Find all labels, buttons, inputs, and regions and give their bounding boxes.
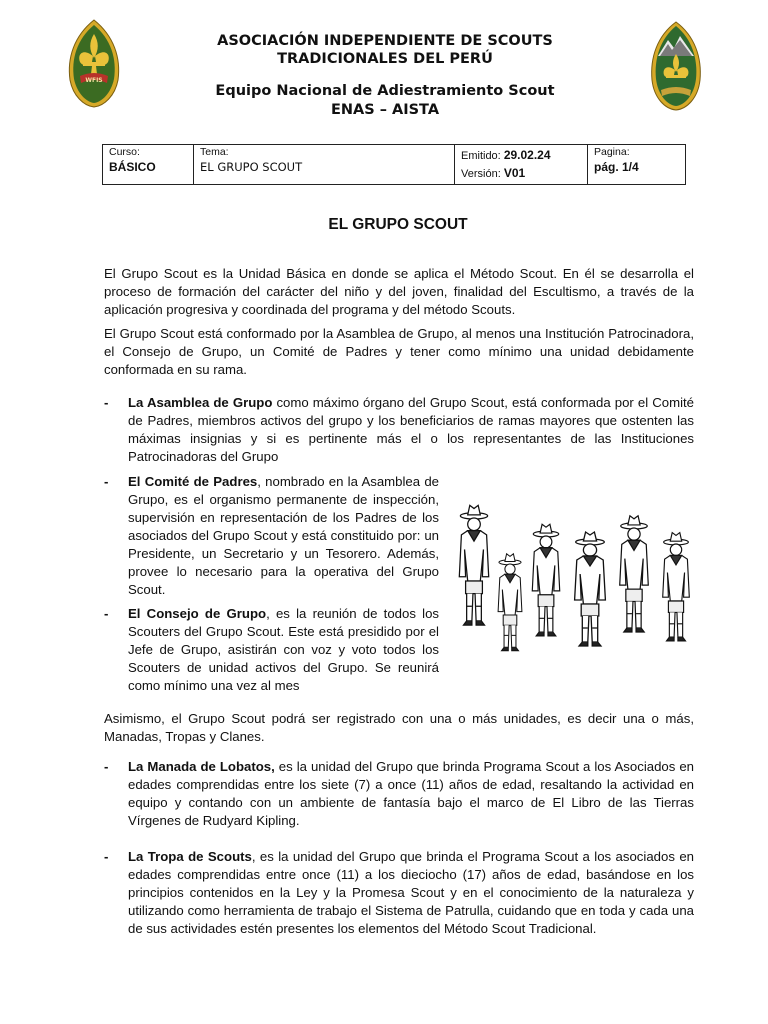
org-line-2: TRADICIONALES DEL PERÚ [277, 51, 493, 67]
tema-value: EL GRUPO SCOUT [200, 160, 303, 174]
tema-label: Tema: [200, 146, 229, 158]
bullet-dash: - [104, 849, 109, 864]
bullet-term: El Comité de Padres [128, 474, 258, 489]
bullet-text: , nombrado en la Asamblea de Grupo, es el organismo permanente de inspección, supervisión en representación de los Padres de los asociados del Grupo Scout y está constituido por: un Presidente, un Secretario y un Tesorero. Además, provee lo necesario para la operativa del Grupo Scout. [128, 474, 439, 597]
version-value: V01 [503, 166, 526, 180]
emitido-value: 29.02.24 [503, 148, 551, 162]
pagina-value: pág. 1/4 [594, 160, 639, 174]
bullet-term: El Consejo de Grupo [128, 606, 267, 621]
team-line-2: ENAS – AISTA [330, 102, 440, 118]
bullet-dash: - [104, 606, 109, 621]
bullet-text: es la unidad del Grupo que brinda Programa Scout a los Asociados en edades comprendidas entre los siete (7) a once (11) años de edad, resaltando la actividad en equipo y contando con un ambiente de fantasía bajo el marco de El Libro de las Tierras Vírgenes de Rudyard Kipling. [128, 759, 695, 828]
bullet-text: , es la unidad del Grupo que brinda el Programa Scout a los asociados en edades comprendidas entre once (11) a los dieciocho (17) años de edad, basándose en los principios contenidos en la Ley y la Promesa Scout y en el conocimiento de la naturaleza y utilizando como herramienta de trabajo el Sistema de Patrulla, cuidando que en toda y cada una de sus actividades estén presentes los elementos del Método Scout Tradicional. [128, 849, 694, 936]
tema-cell [194, 145, 455, 185]
team-line-1: Equipo Nacional de Adiestramiento Scout [215, 83, 555, 99]
curso-value: BÁSICO [109, 160, 156, 174]
organization-name [150, 32, 620, 68]
bullet-dash: - [104, 474, 109, 489]
bullet-dash: - [104, 759, 109, 774]
paragraph-composition: El Grupo Scout está conformado por la Asamblea de Grupo, al menos una Institución Patrocinadora, el Consejo de Grupo, un Comité de Padres y tener como mínimo una unidad debidamente conformada en su rama. [104, 326, 694, 377]
bullet-term: La Asamblea de Grupo [128, 395, 273, 410]
bullet-text: como máximo órgano del Grupo Scout, está conformada por el Comité de Padres, miembros activos del grupo y los beneficiarios de ramas mayores que ostenten las máximas insignias y si es pertinente más el o los representantes de las Instituciones Patrocinadoras del Grupo [128, 395, 694, 464]
document-meta-table [102, 144, 686, 185]
curso-label: Curso: [109, 146, 140, 158]
bullet-text: , es la reunión de todos los Scouters del Grupo Scout. Este está presidido por el Jefe de Grupo, asistirán con voz y voto todos los Scouters de unidad activos del Grupo. Se reunirá como mínimo una vez al mes [128, 606, 439, 693]
scouts-group-illustration-icon [448, 492, 704, 688]
mountain-fleur-de-lis-badge-icon [648, 20, 704, 112]
team-name [150, 82, 620, 120]
pagina-cell [588, 145, 686, 185]
paragraph-intro: El Grupo Scout es la Unidad Básica en donde se aplica el Método Scout. En él se desarrolla el proceso de formación del carácter del niño y del joven, finalidad del Escultismo, a través de la aplicación progresiva y coordinada del programa y del método Scouts. [104, 266, 694, 317]
curso-cell [103, 145, 194, 185]
bullet-term: La Manada de Lobatos, [128, 759, 275, 774]
version-label: Versión: [461, 168, 501, 180]
org-line-1: ASOCIACIÓN INDEPENDIENTE DE SCOUTS [217, 33, 553, 49]
fleur-de-lis-badge-icon [66, 18, 122, 108]
bullet-dash: - [104, 395, 109, 410]
bullet-term: La Tropa de Scouts [128, 849, 252, 864]
pagina-label: Pagina: [594, 146, 630, 158]
paragraph-units: Asimismo, el Grupo Scout podrá ser registrado con una o más unidades, es decir una o más, Manadas, Tropas y Clanes. [104, 711, 694, 744]
emision-cell [455, 145, 588, 185]
logo-text: WFIS [85, 77, 103, 84]
document-title: EL GRUPO SCOUT [328, 216, 468, 233]
emitido-label: Emitido: [461, 150, 501, 162]
